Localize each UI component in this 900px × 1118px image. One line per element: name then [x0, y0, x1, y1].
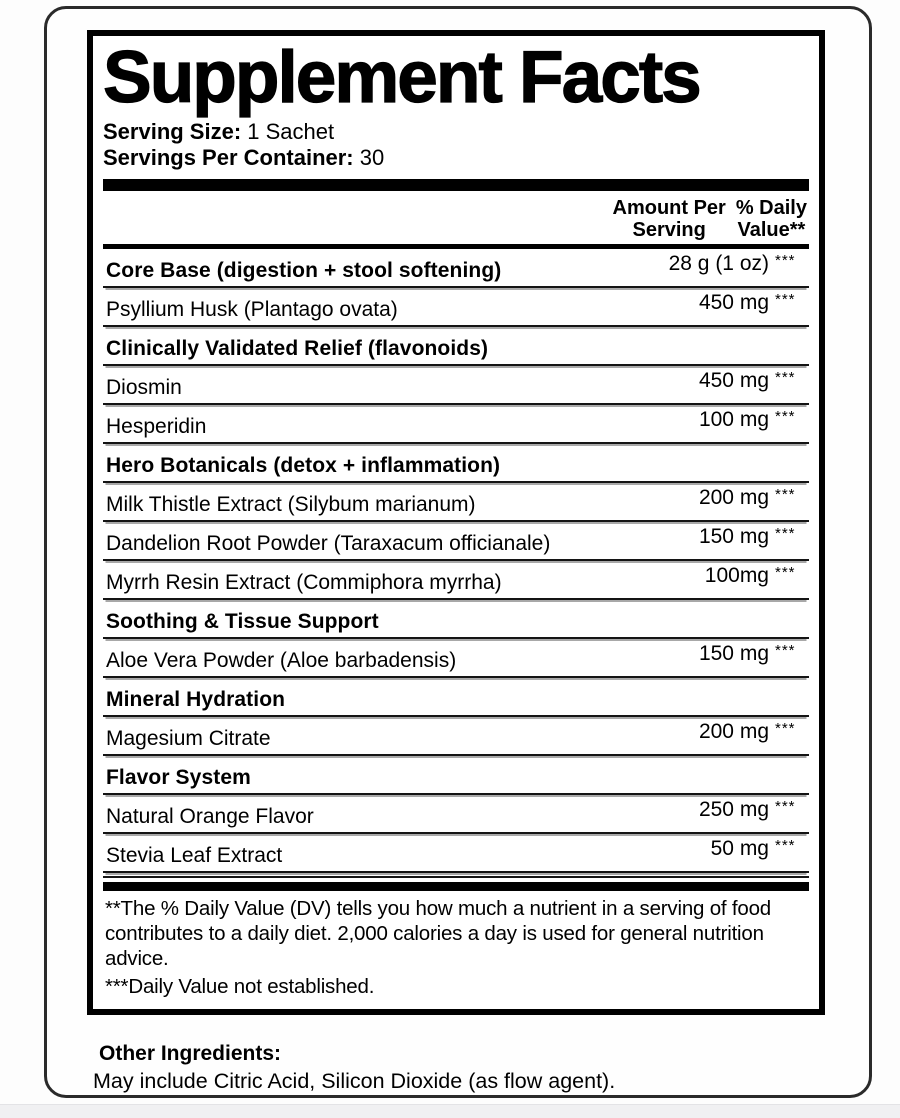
divider-thick-top — [103, 179, 809, 191]
serving-size-line — [103, 119, 809, 145]
table-row — [103, 717, 809, 756]
serving-size-label: Serving Size: — [103, 118, 242, 144]
other-ingredients — [93, 1041, 819, 1095]
daily-value-marker — [769, 603, 809, 604]
table-row — [103, 405, 809, 444]
ingredient-name: Aloe Vera Powder (Aloe barbadensis) — [106, 648, 457, 672]
ingredient-name: Magesium Citrate — [106, 726, 271, 750]
ingredient-name: Diosmin — [106, 375, 182, 399]
servings-per-container-label: Servings Per Container: — [103, 144, 354, 170]
ingredient-amount: 450 mg — [698, 368, 769, 392]
ingredient-name: Hesperidin — [106, 414, 207, 438]
ingredient-name: Natural Orange Flavor — [106, 804, 314, 828]
ingredient-name: Flavor System — [106, 765, 251, 789]
supplement-facts-panel — [87, 30, 825, 1015]
table-row-section — [103, 327, 809, 366]
table-row — [103, 561, 809, 600]
table-row-section — [103, 678, 809, 717]
daily-value-marker — [769, 447, 809, 448]
ingredient-name: Dandelion Root Powder (Taraxacum officianale) — [106, 531, 551, 555]
daily-value-marker: *** — [775, 290, 796, 308]
not-established-footnote: ***Daily Value not established. — [105, 975, 375, 999]
ingredient-amount: 150 mg — [698, 524, 769, 548]
ingredient-name: Milk Thistle Extract (Silybum marianum) — [106, 492, 476, 516]
label-outline — [44, 6, 872, 1098]
table-row — [103, 522, 809, 561]
table-row-section — [103, 444, 809, 483]
table-row — [103, 639, 809, 678]
divider-double — [103, 876, 809, 879]
ingredient-amount: 28 g (1 oz) — [668, 251, 769, 275]
percent-daily-value-header: % Daily Value** — [735, 196, 807, 241]
table-row — [103, 366, 809, 405]
daily-value-marker — [769, 330, 809, 331]
ingredient-amount: 200 mg — [698, 485, 769, 509]
serving-size-value: 1 Sachet — [247, 118, 335, 144]
amount-per-serving-header: Amount Per Serving — [612, 196, 726, 241]
daily-value-footnote: **The % Daily Value (DV) tells you how much a nutrient in a serving of food contributes to a daily diet. 2,000 calories a day is used for general nutrition advice. — [105, 897, 772, 971]
column-headers — [103, 191, 809, 244]
serving-info — [103, 119, 809, 171]
ingredient-name: Hero Botanicals (detox + inflammation) — [106, 453, 501, 477]
ingredient-name: Core Base (digestion + stool softening) — [106, 258, 502, 282]
ingredient-name: Mineral Hydration — [106, 687, 286, 711]
ingredient-amount: 150 mg — [698, 641, 769, 665]
daily-value-marker: *** — [775, 797, 796, 815]
panel-title: Supplement Facts — [103, 37, 700, 118]
daily-value-marker — [769, 681, 809, 682]
ingredient-name: Stevia Leaf Extract — [106, 843, 283, 867]
ingredient-amount: 50 mg — [710, 836, 769, 860]
table-row-section — [103, 756, 809, 795]
daily-value-marker: *** — [775, 485, 796, 503]
daily-value-marker: *** — [775, 836, 796, 854]
table-row-section — [103, 249, 809, 288]
daily-value-marker: *** — [775, 641, 796, 659]
servings-per-container-line — [103, 145, 809, 171]
servings-per-container-value: 30 — [359, 144, 385, 170]
ingredient-name: Psyllium Husk (Plantago ovata) — [106, 297, 398, 321]
daily-value-marker: *** — [775, 563, 796, 581]
table-row — [103, 288, 809, 327]
table-row — [103, 795, 809, 834]
ingredient-name: Clinically Validated Relief (flavonoids) — [106, 336, 489, 360]
ingredient-name: Myrrh Resin Extract (Commiphora myrrha) — [106, 570, 502, 594]
ingredient-amount: 100mg — [704, 563, 769, 587]
daily-value-marker: *** — [775, 407, 796, 425]
ingredient-amount: 250 mg — [698, 797, 769, 821]
daily-value-marker — [769, 759, 809, 760]
footnotes — [103, 891, 809, 1001]
ingredient-amount: 100 mg — [698, 407, 769, 431]
table-row — [103, 834, 809, 873]
divider-thick-bottom — [103, 882, 809, 891]
ingredient-table — [103, 249, 809, 873]
daily-value-marker: *** — [775, 524, 796, 542]
page-bottom-band — [0, 1104, 900, 1118]
table-row — [103, 483, 809, 522]
other-ingredients-label: Other Ingredients: — [99, 1042, 282, 1065]
daily-value-marker: *** — [775, 719, 796, 737]
ingredient-name: Soothing & Tissue Support — [106, 609, 379, 633]
daily-value-marker: *** — [775, 251, 796, 269]
ingredient-amount: 200 mg — [698, 719, 769, 743]
daily-value-marker: *** — [775, 368, 796, 386]
other-ingredients-text: May include Citric Acid, Silicon Dioxide (as flow agent). — [93, 1069, 616, 1093]
table-row-section — [103, 600, 809, 639]
ingredient-amount: 450 mg — [698, 290, 769, 314]
